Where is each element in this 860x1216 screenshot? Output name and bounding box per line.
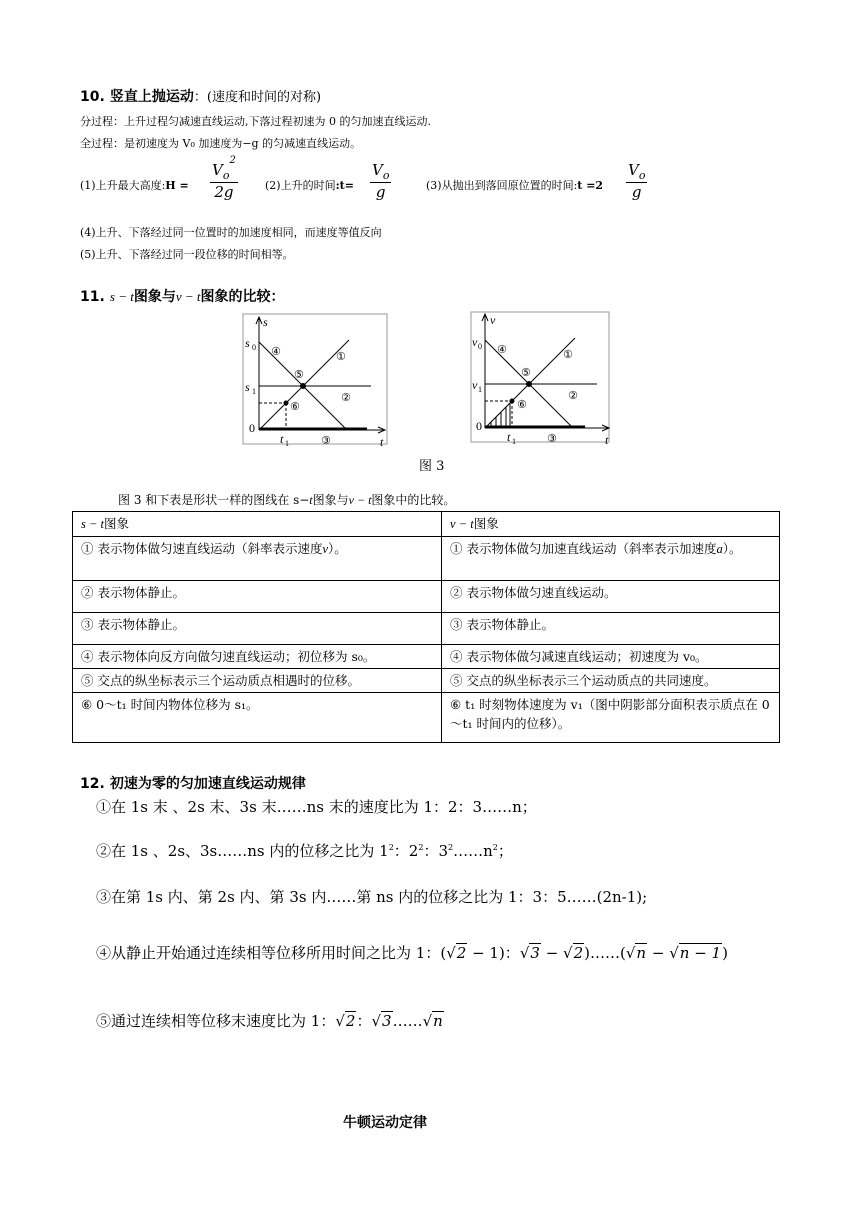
formula1-sub: o [222, 169, 230, 182]
intro-text-a: 图 3 和下表是形状一样的图线在 s− [118, 493, 310, 507]
table-cell: ② 表示物体静止。 [73, 581, 442, 613]
rule-2-c: ：3 [423, 842, 448, 860]
table-cell: ⑥ 0～t₁ 时间内物体位移为 s₁。 [73, 693, 442, 743]
footer-title: 牛顿运动定律 [343, 1115, 427, 1131]
formula2-label [265, 177, 354, 193]
rule-4-paren-open: ( [440, 944, 447, 962]
rule-2-e: ； [497, 842, 513, 860]
formula2-num: V [372, 161, 383, 179]
formula1-label [80, 177, 189, 193]
formula1-lhs: H = [165, 179, 189, 192]
v-t-point-5 [526, 381, 532, 387]
comparison-table [72, 511, 780, 743]
rule-2-b: ：2 [393, 842, 419, 860]
v-t-origin: 0 [476, 419, 482, 433]
s-t-t1: t [280, 432, 284, 446]
formula3-num: V [628, 161, 639, 179]
cell-text: ① 表示物体做匀速直线运动（斜率表示速度 [81, 541, 323, 556]
cell-symbol: a [716, 542, 723, 556]
table-row [73, 669, 780, 693]
sec10-line1: 分过程：上升过程匀减速直线运动,下落过程初速为 0 的匀加速直线运动. [80, 115, 431, 128]
v-t-v0-sub: 0 [478, 342, 482, 351]
sqrt-n-radical: √n [625, 944, 647, 962]
v-t-t1: t [507, 430, 511, 444]
v-t-graph-frame [471, 312, 609, 442]
formula3-den: g [631, 183, 642, 201]
s-t-label-3: ③ [321, 434, 331, 447]
header-left-text: 图象 [104, 516, 130, 531]
header-right-text: 图象 [473, 516, 499, 531]
header-right-symbol: v − t [450, 517, 474, 531]
intro-text-c: 图象中的比较。 [371, 493, 456, 507]
formula3-label [426, 177, 603, 193]
s-t-label-5: ⑤ [294, 368, 304, 381]
cell-text-end: ）。 [328, 541, 347, 556]
formula2-fraction [370, 161, 391, 201]
table-cell: ⑤ 交点的纵坐标表示三个运动质点相遇时的位移。 [73, 669, 442, 693]
s-t-x-label: t [380, 435, 384, 449]
intro-text-b: 图象与 [312, 493, 349, 507]
table-cell [442, 537, 780, 581]
sec11-intro [118, 491, 455, 508]
sqrt-n1-value: n − 1 [679, 944, 722, 962]
s-t-label-4: ④ [271, 345, 281, 358]
table-header-left [73, 512, 442, 537]
header-left-symbol: s − t [81, 517, 105, 531]
sqrt-2-radical: √2 [446, 944, 467, 962]
s-t-y-label: s [263, 315, 268, 329]
sqrt-2b-radical: √2 [563, 944, 584, 962]
formula3-sub: o [638, 169, 646, 182]
v-t-label-5: ⑤ [521, 366, 531, 379]
formula1-fraction [210, 155, 238, 201]
s-t-point-6 [284, 401, 289, 406]
sec12-title: 初速为零的匀加速直线运动规律 [109, 776, 306, 792]
s-t-point-5 [300, 383, 306, 389]
sec10-heading [80, 86, 321, 106]
sqrt-3-radical: √3 [371, 1012, 392, 1030]
rule-4-text: ④从静止开始通过连续相等位移所用时间之比为 1： [96, 944, 441, 962]
v-t-label-1: ① [563, 348, 573, 361]
formula2-den: g [375, 183, 386, 201]
rule-5-colon: ： [356, 1012, 372, 1030]
v-t-label-3: ③ [547, 432, 557, 445]
v-t-point-6 [510, 399, 515, 404]
formula1-sup: 2 [229, 155, 236, 166]
sqrt-2-value: 2 [456, 944, 467, 962]
formula3-text: (3)从抛出到落回原位置的时间: [426, 179, 578, 192]
v-t-v1: v [472, 378, 478, 392]
rule-4 [96, 942, 728, 963]
figure-caption: 图 3 [419, 459, 445, 474]
rule-4-minus: − [540, 944, 564, 962]
v-t-label-2: ② [568, 389, 578, 402]
rule-2: ②在 1s 、2s、3s……ns 内的位移之比为 $1^2$：$2^2$：$3^2\dots\dots n^2$； [96, 842, 513, 860]
sec11-mid: 图象与 [133, 289, 176, 305]
sqrt-2-radical: √2 [335, 1012, 356, 1030]
table-header-row [73, 512, 780, 537]
s-t-t1-sub: 1 [285, 439, 289, 448]
table-cell: ③ 表示物体静止。 [73, 613, 442, 645]
sqrt-3-value: 3 [530, 944, 540, 962]
rule-1: ①在 1s 末 、2s 末、3s 末……ns 末的速度比为 1：2：3……n； [96, 798, 537, 816]
v-t-v0: v [472, 335, 478, 349]
sec10-line4: (4)上升、下落经过同一位置时的加速度相同，而速度等值反向 [80, 226, 382, 239]
formula2-text: (2)上升的时间 [265, 179, 336, 192]
table-row [73, 581, 780, 613]
rule-2-a: ②在 1s 、2s、3s……ns 内的位移之比为 1 [96, 842, 389, 860]
sec10-title: 竖直上抛运动 [109, 89, 194, 105]
sqrt-n-value: n [433, 1012, 443, 1030]
intro-t: t [309, 493, 313, 507]
sqrt-3-value: 3 [382, 1012, 392, 1030]
sec11-end: 图象的比较： [200, 289, 285, 305]
rule-4-minus-1: − 1)： [467, 944, 520, 962]
formula2-lhs: :t= [335, 179, 354, 192]
cell-text: ① 表示物体做匀加速直线运动（斜率表示加速度 [450, 541, 717, 556]
table-cell: ② 表示物体做匀速直线运动。 [442, 581, 780, 613]
sqrt-n-radical: √n [422, 1012, 443, 1030]
s-t-s0: s [245, 336, 250, 350]
rule-5 [96, 1010, 444, 1031]
sec10-line5: (5)上升、下落经过同一段位移的时间相等。 [80, 248, 294, 261]
v-t-v1-sub: 1 [478, 385, 482, 394]
table-cell: ⑤ 交点的纵坐标表示三个运动质点的共同速度。 [442, 669, 780, 693]
cell-text-end: ）。 [722, 541, 742, 556]
formula2-sub: o [382, 169, 390, 182]
s-t-origin: 0 [249, 421, 255, 435]
formula1-den: 2g [214, 183, 234, 201]
sec12-heading [80, 773, 306, 793]
s-t-graph [237, 312, 391, 452]
table-cell: ④ 表示物体向反方向做匀速直线运动；初位移为 s₀。 [73, 645, 442, 669]
v-t-graph [467, 310, 615, 452]
s-t-label-1: ① [336, 350, 346, 363]
formula3-lhs: t =2 [577, 179, 604, 192]
sec11-st-symbol: s − t [109, 289, 134, 304]
s-t-s1-sub: 1 [252, 387, 256, 396]
s-t-s1: s [245, 380, 250, 394]
sqrt-2-value: 2 [345, 1012, 356, 1030]
sec11-heading [80, 286, 285, 306]
rule-5-text: ⑤通过连续相等位移末速度比为 1： [96, 1012, 336, 1030]
intro-vt: v − t [348, 493, 372, 507]
rule-4-ellipsis: )……( [584, 944, 626, 962]
sqrt-2b-value: 2 [573, 944, 584, 962]
table-cell: ③ 表示物体静止。 [442, 613, 780, 645]
sec10-note: ：(速度和时间的对称) [193, 90, 322, 105]
rule-4-paren-close: ) [722, 944, 728, 962]
v-t-t1-sub: 1 [512, 437, 516, 446]
v-t-label-4: ④ [497, 343, 507, 356]
sec10-number: 10. [80, 89, 105, 105]
s-t-s0-sub: 0 [252, 343, 256, 352]
sqrt-n-value: n [636, 944, 647, 962]
s-t-label-6: ⑥ [290, 400, 300, 413]
v-t-x-label: t [605, 433, 609, 447]
sec10-formulas [80, 157, 780, 213]
table-row [73, 645, 780, 669]
rule-4-minus-b: − [647, 944, 670, 962]
rule-3: ③在第 1s 内、第 2s 内、第 3s 内……第 ns 内的位移之比为 1：3：5……(2n-1); [96, 888, 648, 906]
cell-symbol: v [322, 542, 329, 556]
sec12-number: 12. [80, 776, 105, 792]
sec11-vt-symbol: v − t [175, 289, 201, 304]
rule-5-ellipsis: …… [392, 1012, 423, 1030]
s-t-label-2: ② [341, 391, 351, 404]
table-row [73, 537, 780, 581]
table-row [73, 613, 780, 645]
sec10-line2: 全过程：是初速度为 V₀ 加速度为−g 的匀减速直线运动。 [80, 137, 362, 150]
table-cell: ④ 表示物体做匀减速直线运动；初速度为 v₀。 [442, 645, 780, 669]
rule-2-d: ……n [453, 842, 493, 860]
formula3-fraction [626, 161, 647, 201]
sqrt-n1-radical: √n − 1 [669, 944, 722, 962]
v-t-label-6: ⑥ [517, 398, 527, 411]
table-cell: ⑥ t₁ 时刻物体速度为 v₁（图中阴影部分面积表示质点在 0～t₁ 时间内的位移）。 [442, 693, 780, 743]
v-t-y-label: v [490, 313, 496, 327]
sec11-number: 11. [80, 289, 105, 305]
table-header-right [442, 512, 780, 537]
formula1-num: V [212, 161, 223, 179]
table-cell [73, 537, 442, 581]
table-row [73, 693, 780, 743]
sqrt-3-radical: √3 [519, 944, 540, 962]
formula1-text: (1)上升最大高度: [80, 179, 166, 192]
